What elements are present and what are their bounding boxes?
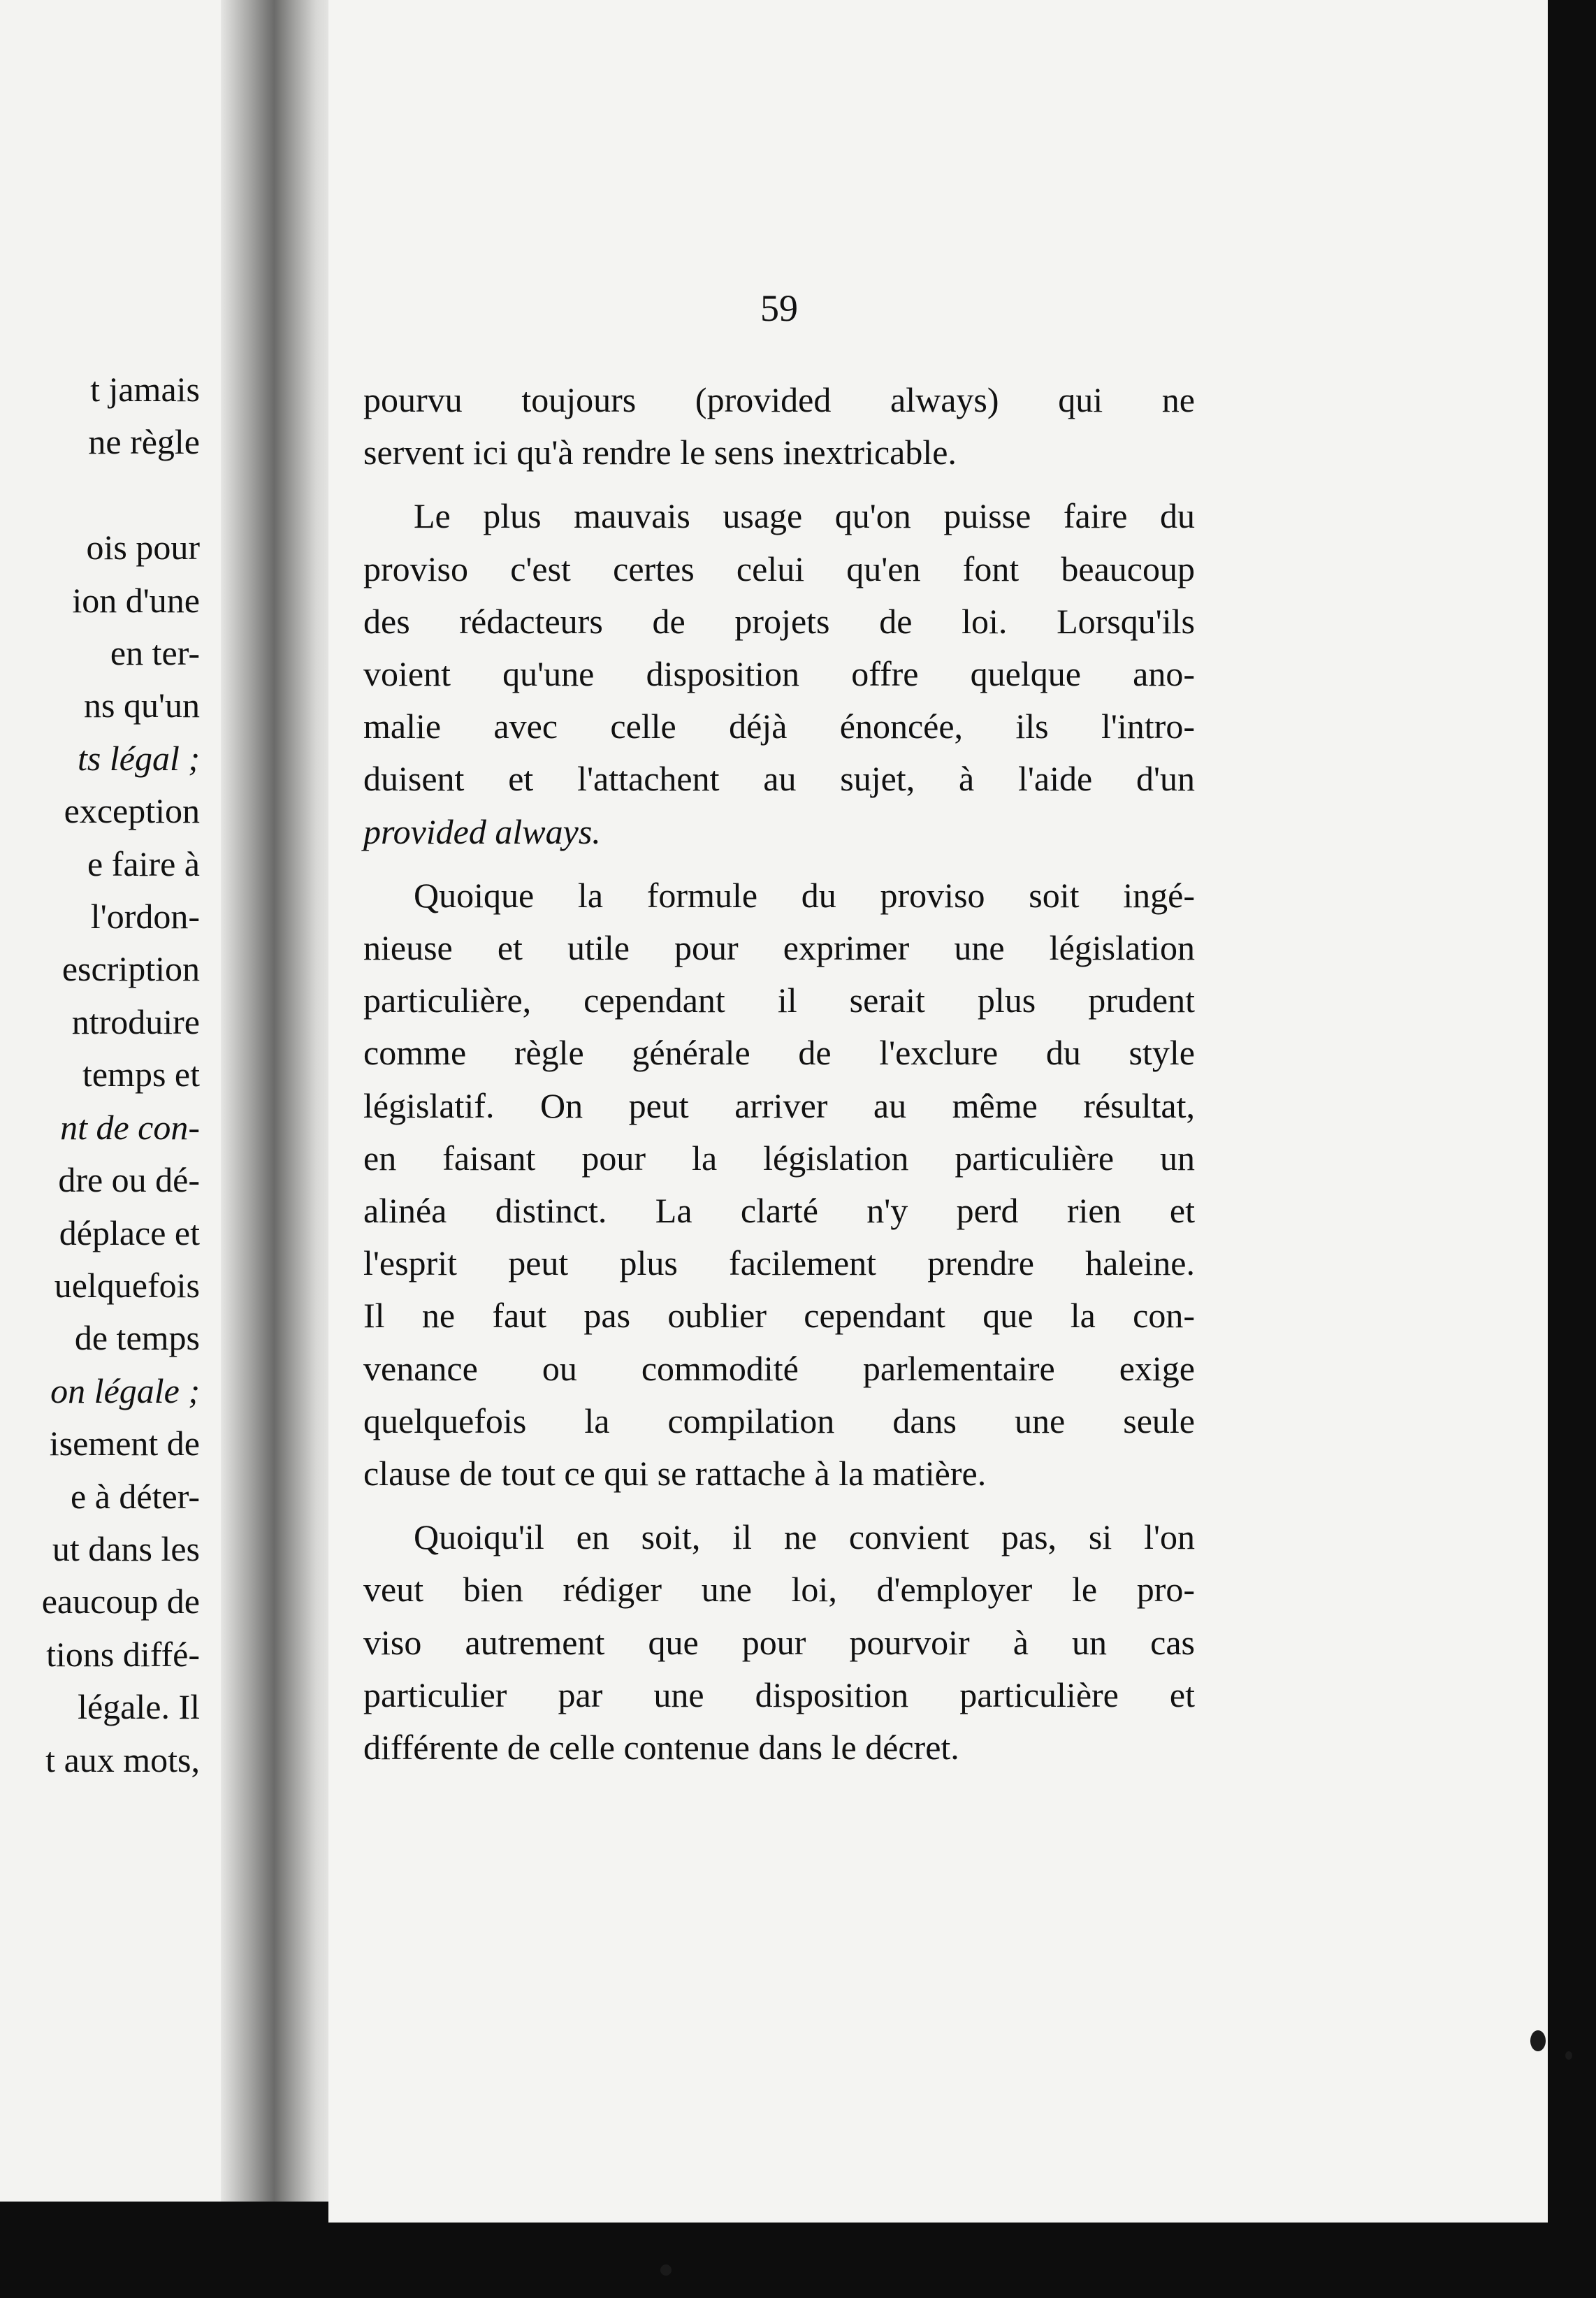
- text-line: Il ne faut pas oublier cependant que la con-: [363, 1296, 1195, 1336]
- left-line: ois pour: [86, 528, 200, 568]
- left-line: dre ou dé-: [58, 1160, 200, 1200]
- left-line: en ter-: [110, 633, 200, 673]
- left-line: eaucoup de: [41, 1582, 200, 1621]
- book-gutter-shadow: [221, 0, 340, 2202]
- text-line: venance ou commodité parlementaire exige: [363, 1348, 1195, 1388]
- left-line: t aux mots,: [45, 1740, 200, 1779]
- left-line: ion d'une: [72, 580, 200, 620]
- text-line: veut bien rédiger une loi, d'employer le pro-: [363, 1570, 1195, 1610]
- text-line: comme règle générale de l'exclure du style: [363, 1033, 1195, 1073]
- text-line: servent ici qu'à rendre le sens inextricable.: [363, 433, 957, 472]
- text-line: quelquefois la compilation dans une seule: [363, 1401, 1195, 1440]
- left-line: uelquefois: [54, 1265, 200, 1305]
- text-line: voient qu'une disposition offre quelque ano-: [363, 654, 1195, 694]
- text-line: Quoique la formule du proviso soit ingé-: [414, 875, 1195, 915]
- text-line: l'esprit peut plus facilement prendre haleine.: [363, 1243, 1195, 1283]
- left-line: l'ordon-: [90, 897, 200, 937]
- text-line: en faisant pour la législation particulière un: [363, 1138, 1195, 1178]
- left-line: [42, 469, 200, 521]
- left-line: ts légal ;: [78, 738, 200, 778]
- page-number: 59: [760, 287, 798, 329]
- text-line: nieuse et utile pour exprimer une législation: [363, 928, 1195, 968]
- text-line: proviso c'est certes celui qu'en font beaucoup: [363, 549, 1195, 588]
- left-line: tions diffé-: [46, 1634, 200, 1674]
- paragraph: [363, 1511, 1195, 1774]
- text-line: Le plus mauvais usage qu'on puisse faire du: [414, 496, 1195, 536]
- left-line: ne règle: [88, 422, 200, 462]
- left-line: t jamais: [90, 370, 200, 409]
- text-line: pourvu toujours (provided always) qui ne: [363, 380, 1195, 419]
- left-line: isement de: [49, 1424, 200, 1464]
- left-line: nt de con-: [60, 1107, 200, 1147]
- text-line: clause de tout ce qui se rattache à la matière.: [363, 1454, 987, 1494]
- left-line: e à déter-: [71, 1476, 200, 1516]
- left-line: ut dans les: [52, 1529, 200, 1568]
- left-line: escription: [61, 949, 200, 989]
- text-line: duisent et l'attachent au sujet, à l'aide d'un: [363, 759, 1195, 799]
- scan-speck: [660, 2264, 672, 2276]
- paragraph: [363, 869, 1195, 1500]
- text-line: Quoiqu'il en soit, il ne convient pas, si l'on: [414, 1517, 1195, 1557]
- text-line: législatif. On peut arriver au même résultat,: [363, 1085, 1195, 1125]
- paragraph: [363, 374, 1195, 479]
- left-line: de temps: [74, 1318, 200, 1358]
- paragraph: [363, 490, 1195, 858]
- left-line: ntroduire: [71, 1002, 200, 1041]
- left-line: déplace et: [59, 1213, 200, 1252]
- left-line: on légale ;: [50, 1371, 200, 1410]
- facing-page-left: [0, 0, 245, 2202]
- facing-page-text: [42, 363, 200, 1786]
- left-line: ns qu'un: [84, 686, 200, 725]
- page-body: [363, 374, 1195, 1774]
- text-line: particulière, cependant il serait plus prudent: [363, 981, 1195, 1020]
- text-line: différente de celle contenue dans le décret.: [363, 1728, 959, 1768]
- left-line: exception: [64, 791, 200, 831]
- scan-speck: [1530, 2030, 1546, 2051]
- left-line: légale. Il: [78, 1687, 200, 1727]
- scan-speck: [1565, 2051, 1572, 2060]
- text-line: provided always.: [363, 811, 601, 851]
- text-line: viso autrement que pour pourvoir à un cas: [363, 1622, 1195, 1662]
- left-line: temps et: [82, 1055, 200, 1094]
- text-line: malie avec celle déjà énoncée, ils l'intro-: [363, 707, 1195, 746]
- text-line: alinéa distinct. La clarté n'y perd rien et: [363, 1191, 1195, 1231]
- text-line: des rédacteurs de projets de loi. Lorsqu'ils: [363, 601, 1195, 641]
- left-line: e faire à: [87, 844, 200, 883]
- text-line: particulier par une disposition particulière et: [363, 1675, 1195, 1714]
